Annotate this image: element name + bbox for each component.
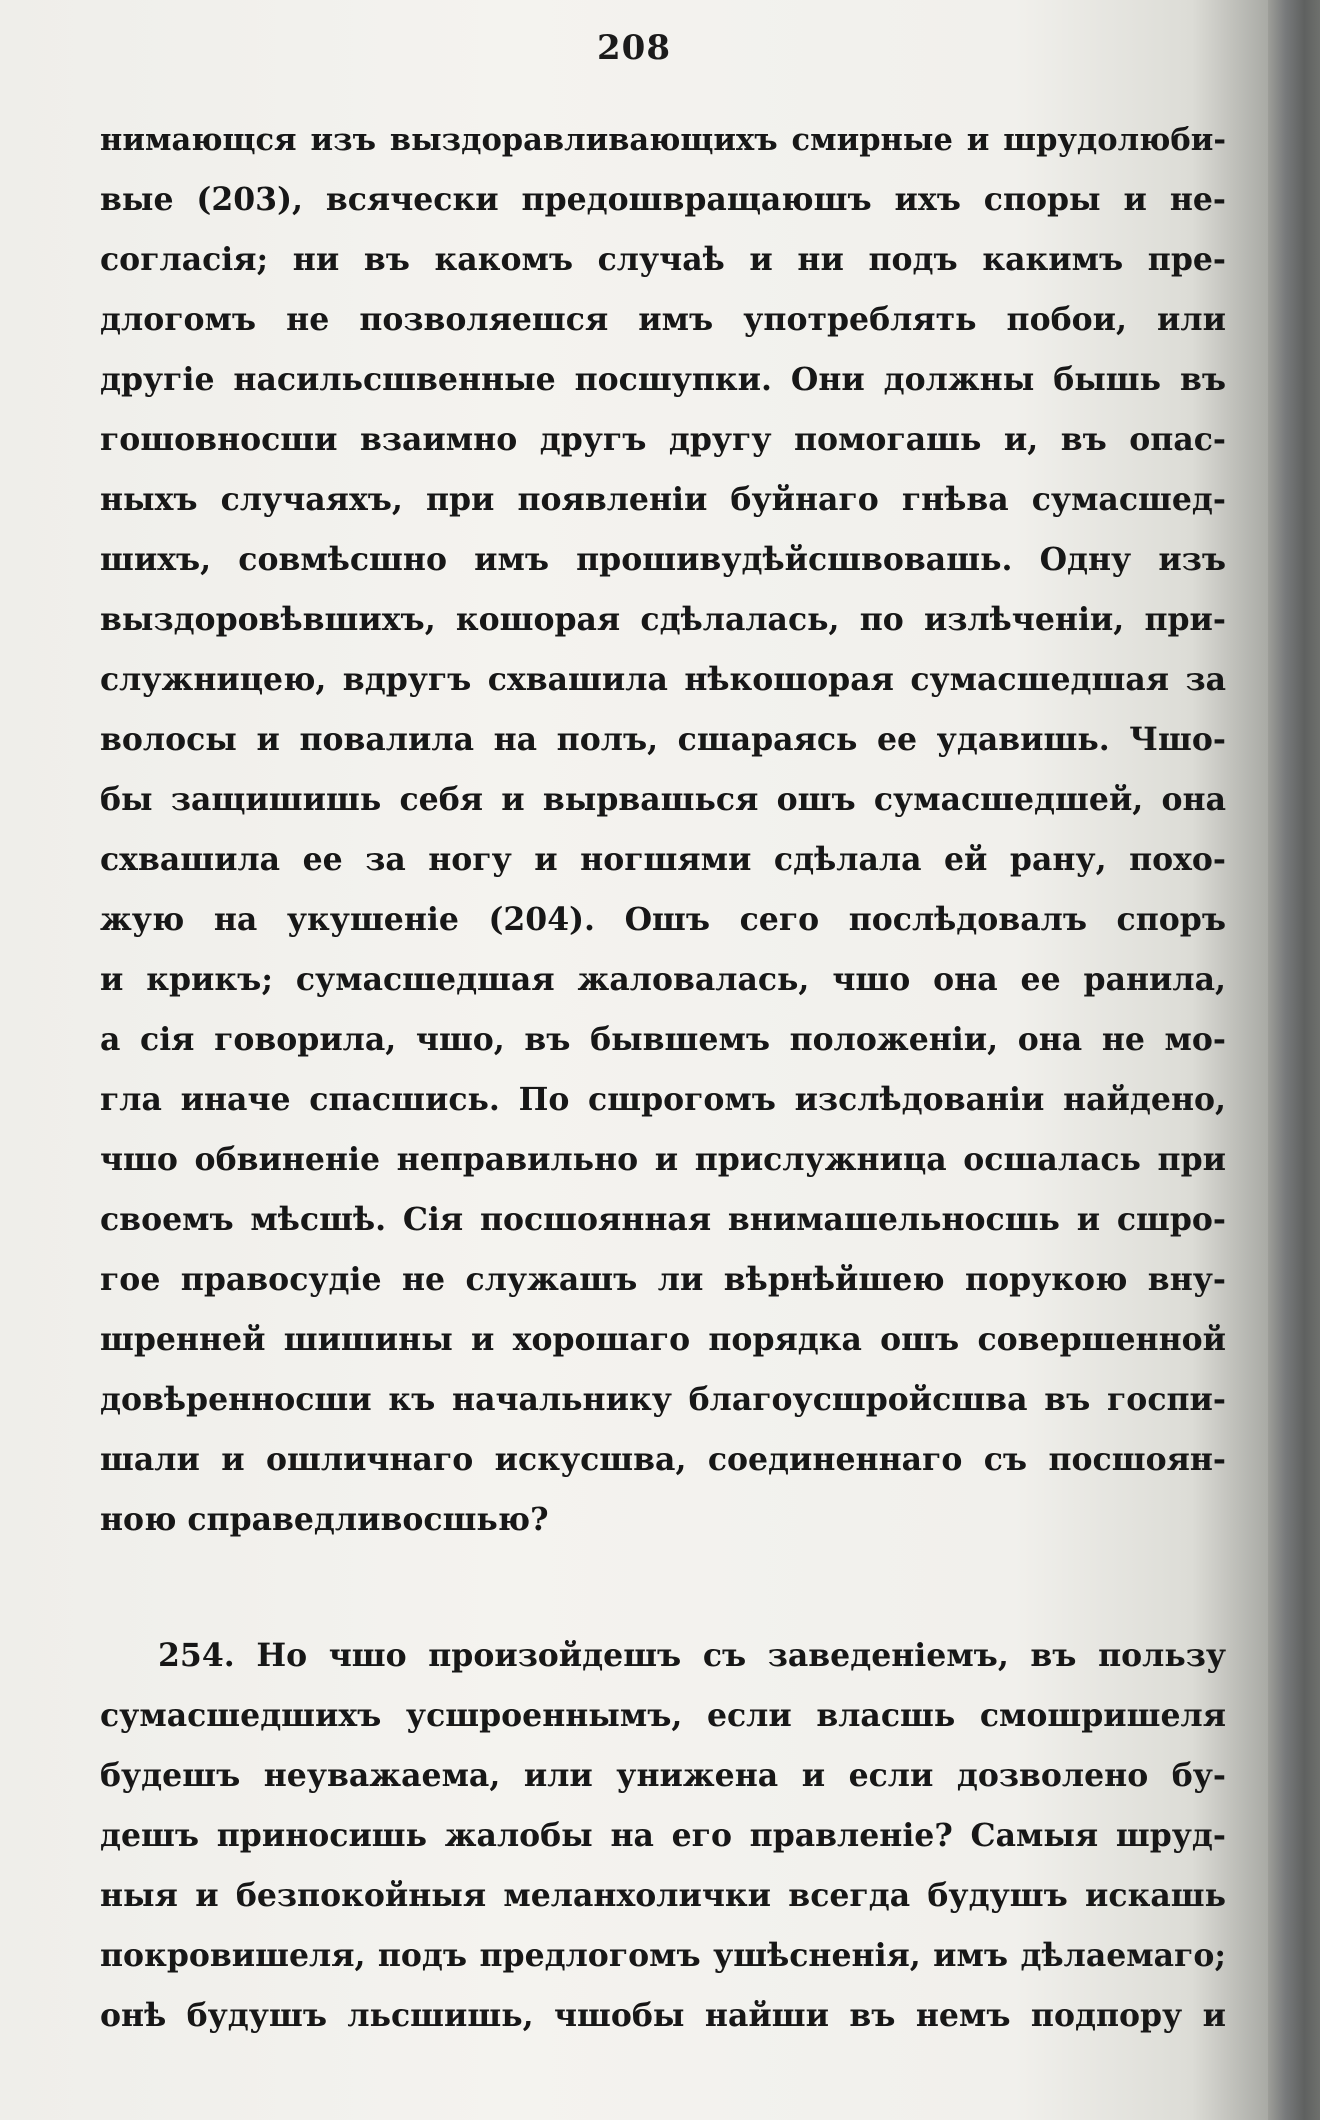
text-line: вые (203), всячески предошвращаюшъ ихъ споры и не- [100,181,1226,218]
text-line: гое правосудіе не служашъ ли вѣрнѣйшею порукою вну- [100,1261,1226,1298]
paragraph-gap [100,1550,1226,1626]
text-line: покровишеля, подъ предлогомъ ушѣсненія, имъ дѣлаемаго; [100,1937,1226,1974]
text-line: другіе насильсшвенные посшупки. Они должны бышь въ [100,361,1226,398]
text-line: длогомъ не позволяешся имъ употреблять побои, или [100,301,1226,338]
text-line: волосы и повалила на полъ, сшараясь ее удавишь. Чшо- [100,721,1226,758]
text-line: гошовносши взаимно другъ другу помогашь и, въ опас- [100,421,1226,458]
book-spine-shadow [1268,0,1320,2120]
text-line: жую на укушеніе (204). Ошъ сего послѣдовалъ споръ [100,901,1226,938]
text-line: чшо обвиненіе неправильно и прислужница осшалась при [100,1141,1226,1178]
text-line: а сія говорила, чшо, въ бывшемъ положеніи, она не мо- [100,1021,1226,1058]
text-line: 254. Но чшо произойдешъ съ заведеніемъ, въ пользу [158,1637,1226,1674]
text-line: выздоровѣвшихъ, кошорая сдѣлалась, по излѣченіи, при- [100,601,1226,638]
text-line: ною справедливосшью? [100,1501,549,1538]
text-line: ныя и безпокойныя меланхолички всегда будушъ искашь [100,1877,1226,1914]
paragraph-1 [100,110,1226,1550]
text-line: нимающся изъ выздоравливающихъ смирные и шрудолюби- [100,122,1226,158]
text-line: шихъ, совмѣсшно имъ прошивудѣйсшвовашь. Одну изъ [100,541,1226,578]
text-line: дешъ приносишь жалобы на его правленіе? Самыя шруд- [100,1817,1226,1854]
text-line: будешъ неуважаема, или унижена и если дозволено бу- [100,1757,1226,1794]
text-line: служницею, вдругъ схвашила нѣкошорая сумасшедшая за [100,661,1226,698]
page-number: 208 [597,28,671,68]
text-line: своемъ мѣсшѣ. Сія посшоянная внимашельносшь и сшро- [100,1201,1226,1238]
text-line: онѣ будушъ льсшишь, чшобы найши въ немъ подпору и [100,1997,1226,2034]
text-line: схвашила ее за ногу и ногшями сдѣлала ей рану, похо- [100,841,1226,878]
text-line: гла иначе спасшись. По сшрогомъ изслѣдованіи найдено, [100,1081,1226,1118]
paragraph-2 [100,1626,1226,2046]
text-line: шали и ошличнаго искусшва, соединеннаго съ посшоян- [100,1441,1226,1478]
text-line: бы защишишь себя и вырвашься ошъ сумасшедшей, она [100,781,1226,818]
text-line: ныхъ случаяхъ, при появленіи буйнаго гнѣва сумасшед- [100,481,1226,518]
page-text [100,110,1226,2046]
text-line: и крикъ; сумасшедшая жаловалась, чшо она ее ранила, [100,961,1226,998]
text-line: согласія; ни въ какомъ случаѣ и ни подъ какимъ пре- [100,241,1226,278]
text-line: шренней шишины и хорошаго порядка ошъ совершенной [100,1321,1226,1358]
text-line: довѣренносши къ начальнику благоусшройсшва въ госпи- [100,1381,1226,1418]
text-line: сумасшедшихъ усшроеннымъ, если власшь смошришеля [100,1697,1226,1734]
